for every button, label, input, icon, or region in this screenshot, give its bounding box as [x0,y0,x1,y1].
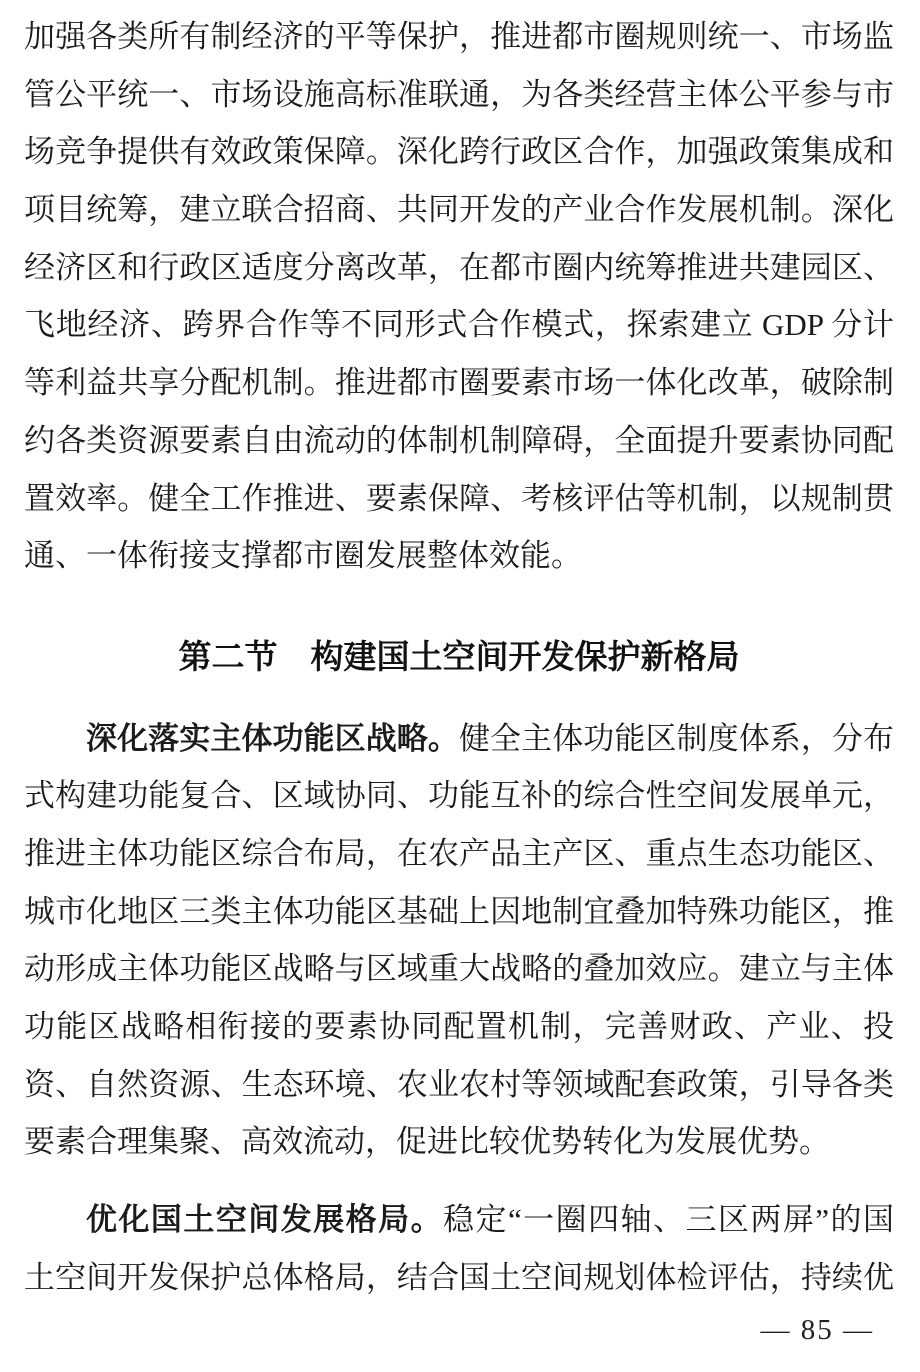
text-line: 土空间开发保护总体格局，结合国土空间规划体检评估，持续优 [24,1259,894,1295]
text-segment: 稳定“一圈四轴、三区两屏”的国 [443,1202,894,1238]
text-line: 功能区战略相衔接的要素协同配置机制，完善财政、产业、投 [24,1009,894,1044]
text-line: 动形成主体功能区战略与区域重大战略的叠加效应。建立与主体 [24,951,894,987]
text-line: 管公平统一、市场设施高标准联通，为各类经营主体公平参与市 [24,76,894,112]
paragraph-1 [24,8,894,585]
section-heading: 第二节 构建国土空间开发保护新格局 [178,637,740,675]
text-line: 通、一体衔接支撑都市圈发展整体效能。 [24,538,582,574]
text-line: 等利益共享分配机制。推进都市圈要素市场一体化改革，破除制 [24,365,894,401]
text-segment: 健全主体功能区制度体系，分布 [458,720,894,756]
paragraph-3 [24,1191,894,1306]
page-number: — 85 — [760,1314,874,1346]
text-line: 经济区和行政区适度分离改革，在都市圈内统筹推进共建园区、 [24,249,894,285]
text-line: 加强各类所有制经济的平等保护，推进都市圈规则统一、市场监 [24,19,894,54]
text-line: 约各类资源要素自由流动的体制机制障碍，全面提升要素协同配 [24,422,894,458]
text-line: 飞地经济、跨界合作等不同形式合作模式，探索建立 GDP 分计 [24,307,894,343]
text-line [24,1191,894,1249]
text-line [24,710,894,768]
paragraph-2 [24,710,894,1172]
text-line: 项目统筹，建立联合招商、共同开发的产业合作发展机制。深化 [24,192,894,228]
text-line: 城市化地区三类主体功能区基础上因地制宜叠加特殊功能区，推 [24,893,894,929]
text-line: 资、自然资源、生态环境、农业农村等领域配套政策，引导各类 [24,1066,894,1102]
text-line: 式构建功能复合、区域协同、功能互补的综合性空间发展单元， [24,778,894,814]
paragraph-lead: 优化国土空间发展格局。 [86,1202,444,1238]
text-line: 要素合理集聚、高效流动，促进比较优势转化为发展优势。 [24,1124,830,1160]
text-line: 场竞争提供有效政策保障。深化跨行政区合作，加强政策集成和 [24,134,894,170]
paragraph-lead: 深化落实主体功能区战略。 [86,720,459,756]
text-line: 推进主体功能区综合布局，在农产品主产区、重点生态功能区、 [24,835,894,871]
text-line: 置效率。健全工作推进、要素保障、考核评估等机制，以规制贯 [24,480,894,516]
